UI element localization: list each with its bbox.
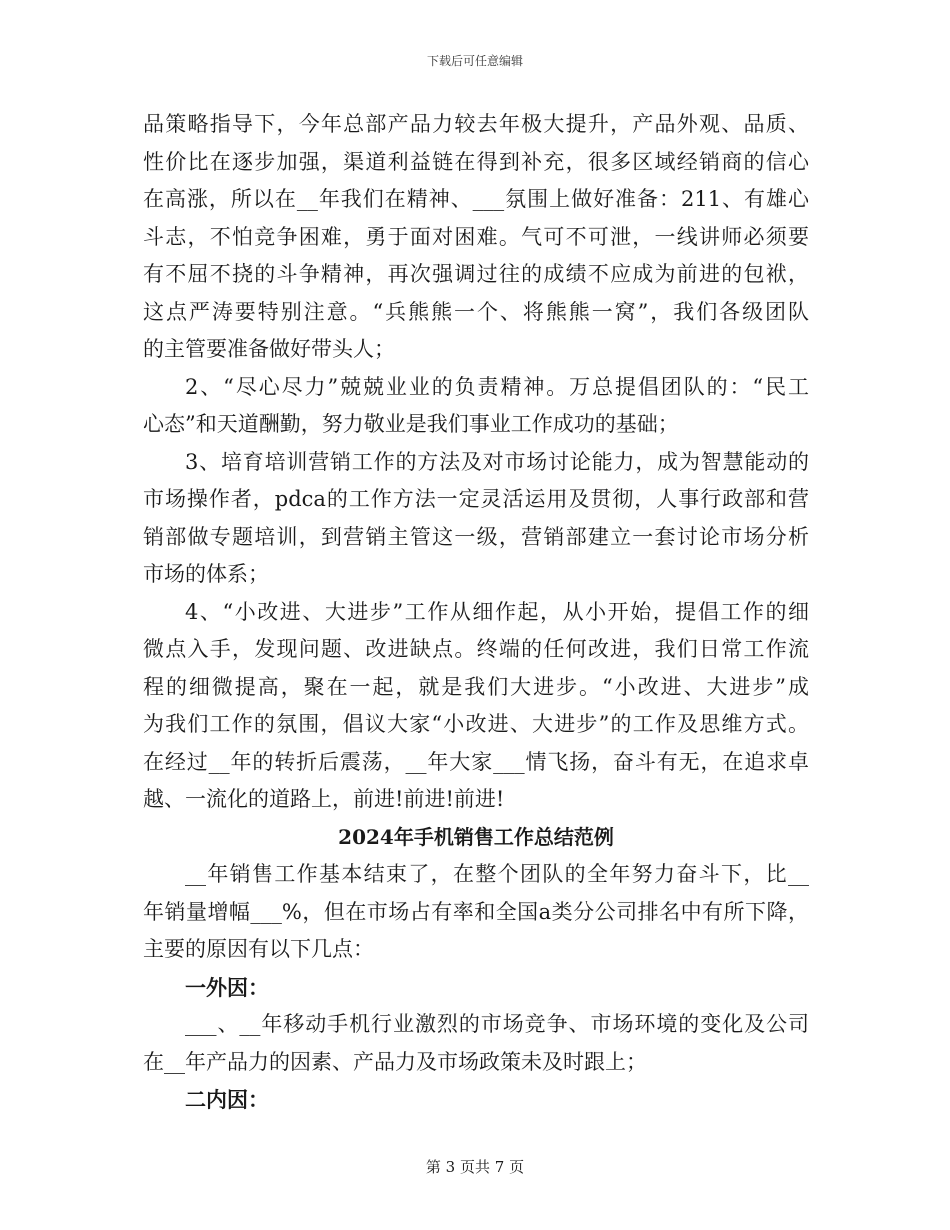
text-line: ___、__年移动手机行业激烈的市场竞争、市场环境的变化及公司 — [185, 1012, 809, 1036]
text-line: 市场操作者，pdca的工作方法一定灵活运用及贯彻，人事行政部和营 — [143, 487, 809, 511]
text-line: 在高涨，所以在__年我们在精神、___氛围上做好准备：211、有雄心 — [143, 187, 809, 211]
document-body — [143, 106, 809, 1119]
text-line: 心态”和天道酬勤，努力敬业是我们事业工作成功的基础； — [143, 412, 679, 436]
text-line: 年销量增幅___%，但在市场占有率和全国a类分公司排名中有所下降， — [143, 899, 809, 924]
text-line: 主要的原因有以下几点： — [143, 937, 374, 961]
text-line: 这点严涛要特别注意。“兵熊熊一个、将熊熊一窝”，我们各级团队 — [143, 299, 809, 324]
text-line: 的主管要准备做好带头人； — [143, 337, 395, 361]
text-line: 2、“尽心尽力”兢兢业业的负责精神。万总提倡团队的：“民工 — [185, 374, 809, 399]
page-footer: 第 3 页共 7 页 — [425, 1158, 525, 1176]
text-line: 4、“小改进、大进步”工作从细作起，从小开始，提倡工作的细 — [185, 599, 809, 624]
text-line: 性价比在逐步加强，渠道利益链在得到补充，很多区域经销商的信心 — [143, 149, 809, 174]
section-heading: 一外因： — [185, 974, 269, 1000]
text-line: 越、一流化的道路上，前进!前进!前进! — [143, 787, 505, 811]
text-line: 市场的体系； — [143, 562, 269, 586]
text-line: 销部做专题培训，到营销主管这一级，营销部建立一套讨论市场分析 — [143, 524, 809, 549]
text-line: 程的细微提高，聚在一起，就是我们大进步。“小改进、大进步”成 — [143, 674, 809, 699]
text-line: 品策略指导下，今年总部产品力较去年极大提升，产品外观、品质、 — [143, 112, 809, 136]
section-title: 2024年手机销售工作总结范例 — [338, 824, 614, 849]
text-line: 在经过__年的转折后震荡，__年大家___情飞扬，奋斗有无，在追求卓 — [143, 749, 809, 774]
text-line: 3、培育培训营销工作的方法及对市场讨论能力，成为智慧能动的 — [185, 449, 809, 474]
text-line: 在__年产品力的因素、产品力及市场政策未及时跟上； — [143, 1049, 647, 1074]
text-line: 斗志，不怕竞争困难，勇于面对困难。气可不可泄，一线讲师必须要 — [143, 224, 809, 249]
text-line: 有不屈不挠的斗争精神，再次强调过往的成绩不应成为前进的包袱， — [143, 262, 809, 286]
text-line: 微点入手，发现问题、改进缺点。终端的任何改进，我们日常工作流 — [143, 637, 809, 661]
page-header: 下载后可任意编辑 — [426, 54, 523, 68]
text-line: 为我们工作的氛围，倡议大家“小改进、大进步”的工作及思维方式。 — [143, 712, 809, 736]
text-line: __年销售工作基本结束了，在整个团队的全年努力奋斗下，比__ — [185, 862, 809, 886]
section-heading: 二内因： — [185, 1087, 269, 1112]
